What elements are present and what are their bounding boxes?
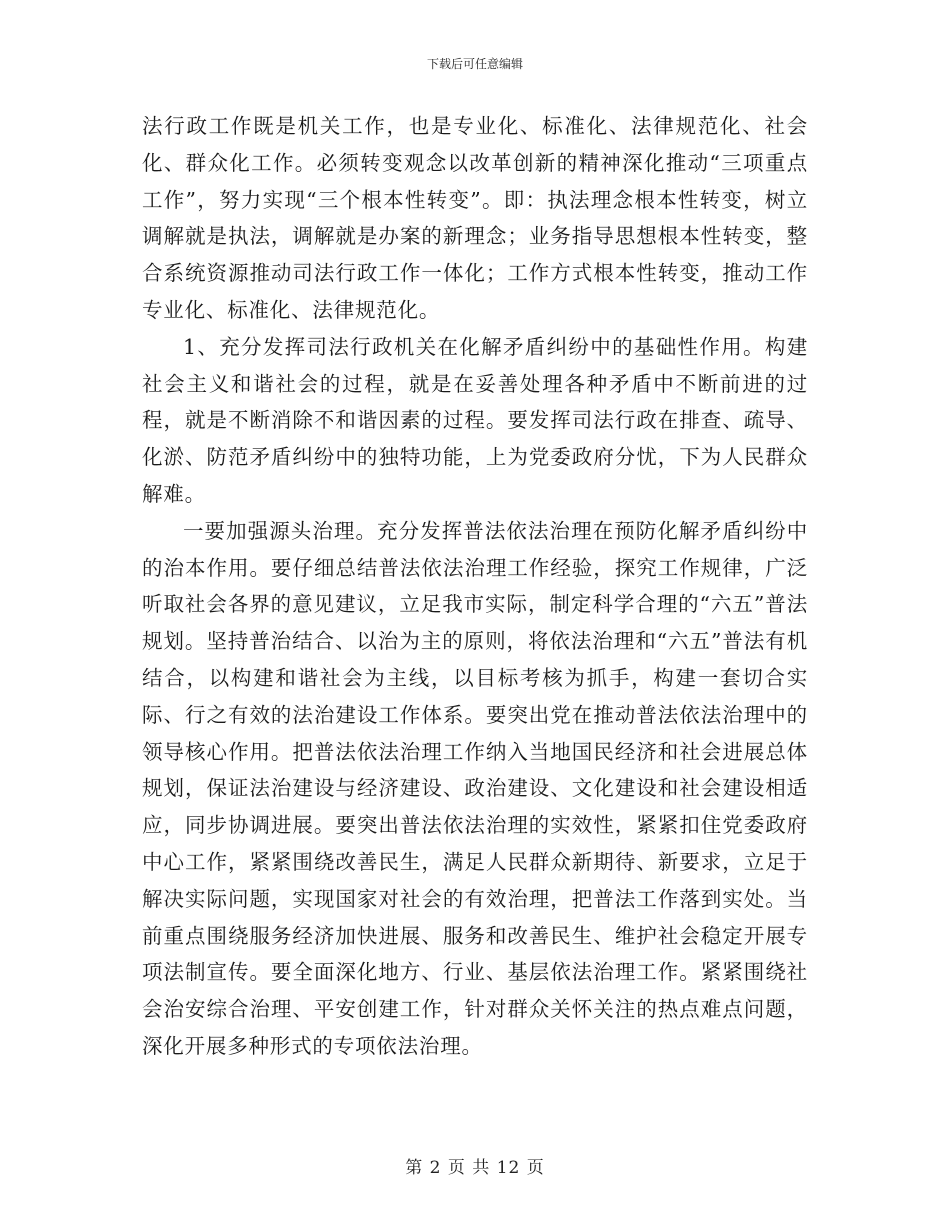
paragraph-continuation: 法行政工作既是机关工作，也是专业化、标准化、法律规范化、社会化、群众化工作。必须转变观念以改革创新的精神深化推动“三项重点工作”，努力实现“三个根本性转变”。即：执法理念根本性转变，树立调解就是执法，调解就是办案的新理念；业务指导思想根本性转变，整合系统资源推动司法行政工作一体化；工作方式根本性转变，推动工作专业化、标准化、法律规范化。 [142, 114, 808, 322]
page-header: 下载后可任意编辑 [426, 57, 523, 71]
paragraph-section-1: 1、充分发挥司法行政机关在化解矛盾纠纷中的基础性作用。构建社会主义和谐社会的过程，就是在妥善处理各种矛盾中不断前进的过程，就是不断消除不和谐因素的过程。要发挥司法行政在排查、疏导、化淤、防范矛盾纠纷中的独特功能，上为党委政府分忧，下为人民群众解难。 [142, 334, 808, 506]
page-number-footer: 第 2 页 共 12 页 [405, 1158, 545, 1178]
document-body [142, 108, 808, 1065]
paragraph-source-governance: 一要加强源头治理。充分发挥普法依法治理在预防化解矛盾纠纷中的治本作用。要仔细总结普法依法治理工作经验，探究工作规律，广泛听取社会各界的意见建议，立足我市实际，制定科学合理的“六五”普法规划。坚持普治结合、以治为主的原则，将依法治理和“六五”普法有机结合，以构建和谐社会为主线，以目标考核为抓手，构建一套切合实际、行之有效的法治建设工作体系。要突出党在推动普法依法治理中的领导核心作用。把普法依法治理工作纳入当地国民经济和社会进展总体规划，保证法治建设与经济建设、政治建设、文化建设和社会建设相适应，同步协调进展。要突出普法依法治理的实效性，紧紧扣住党委政府中心工作，紧紧围绕改善民生，满足人民群众新期待、新要求，立足于解决实际问题，实现国家对社会的有效治理，把普法工作落到实处。当前重点围绕服务经济加快进展、服务和改善民生、维护社会稳定开展专项法制宣传。要全面深化地方、行业、基层依法治理工作。紧紧围绕社会治安综合治理、平安创建工作，针对群众关怀关注的热点难点问题，深化开展多种形式的专项依法治理。 [142, 518, 808, 1058]
